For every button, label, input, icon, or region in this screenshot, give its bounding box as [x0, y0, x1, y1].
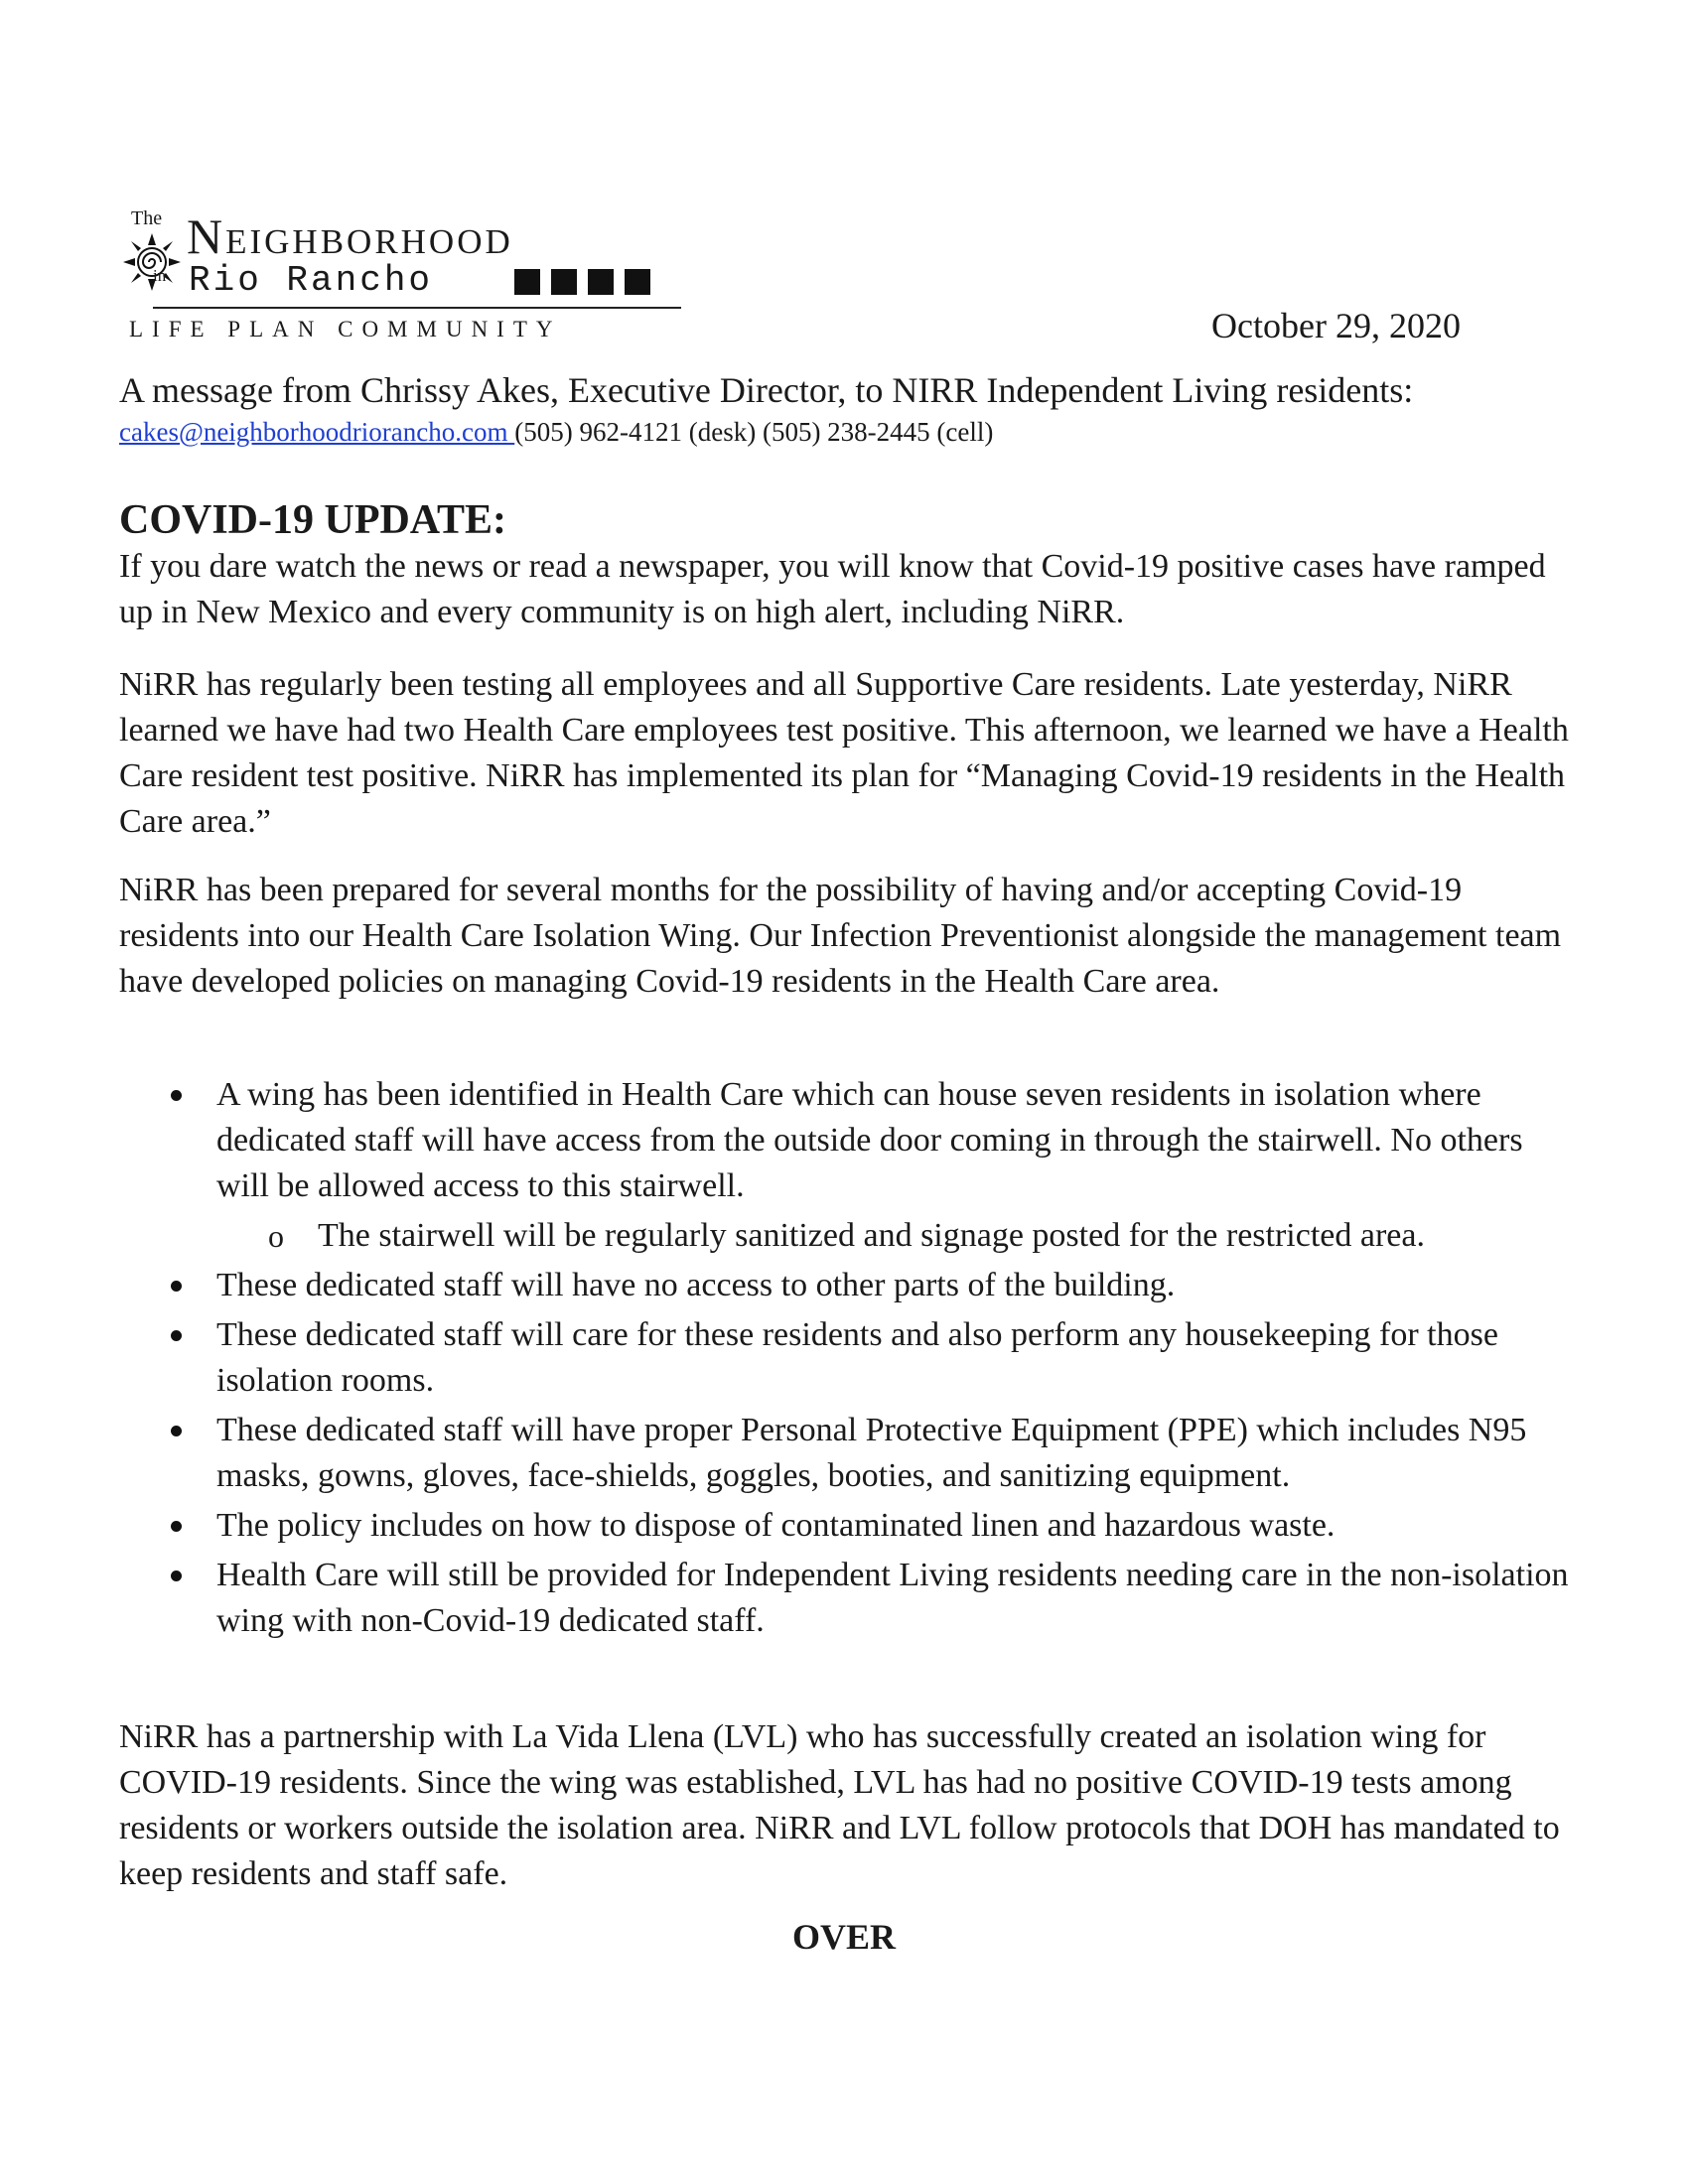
list-item-text: The policy includes on how to dispose of contaminated linen and hazardous waste.: [216, 1507, 1336, 1544]
logo-tagline: LIFE PLAN COMMUNITY: [129, 317, 562, 341]
list-item-text: Health Care will still be provided for Independent Living residents needing care in the non-isolation wing with non-Covid-19 dedicated staff.: [216, 1557, 1569, 1639]
sub-list-item-text: The stairwell will be regularly sanitized and signage posted for the restricted area.: [318, 1217, 1425, 1254]
phone-numbers: (505) 962-4121 (desk) (505) 238-2445 (cell): [514, 417, 994, 447]
logo-square: [514, 269, 540, 295]
list-item-text: A wing has been identified in Health Care which can house seven residents in isolation where dedicated staff will have access from the outside door coming in through the stairwell. No others will be allowed access to this stairwell.: [216, 1076, 1523, 1204]
list-item: [119, 1503, 1579, 1549]
paragraph: NiRR has regularly been testing all employees and all Supportive Care residents. Late yesterday, NiRR learned we have had two Health Care employees test positive. This afternoon, we learned we have a Health Care resident test positive. NiRR has implemented its plan for “Managing Covid-19 residents in the Health Care area.”: [119, 666, 1569, 840]
bullet-dot-icon: [171, 1570, 182, 1581]
paragraph: NiRR has a partnership with La Vida Llena (LVL) who has successfully created an isolation wing for COVID-19 residents. Since the wing was established, LVL has had no positive COVID-19 tests among residents or workers outside the isolation area. NiRR and LVL follow protocols that DOH has mandated to keep residents and staff safe.: [119, 1718, 1560, 1892]
bullet-dot-icon: [171, 1521, 182, 1532]
logo-square: [588, 269, 614, 295]
bullet-dot-icon: [171, 1330, 182, 1341]
logo-the-text: The: [131, 207, 163, 229]
logo-place-text: Rio Rancho: [189, 260, 434, 301]
letter-date: October 29, 2020: [1211, 306, 1461, 345]
logo-squares: [514, 269, 650, 295]
logo-square: [551, 269, 577, 295]
paragraph: If you dare watch the news or read a newspaper, you will know that Covid-19 positive cases have ramped up in New Mexico and every community is on high alert, including NiRR.: [119, 548, 1546, 630]
contact-line: [119, 417, 993, 448]
list-item-text: These dedicated staff will have proper Personal Protective Equipment (PPE) which includes N95 masks, gowns, gloves, face-shields, goggles, booties, and sanitizing equipment.: [216, 1412, 1527, 1494]
logo-name-text: Neighborhood: [187, 208, 513, 264]
list-item: [119, 1072, 1579, 1209]
sun-spiral-icon: [121, 231, 183, 293]
policy-bullet-list: [119, 1072, 1579, 1648]
list-item: [119, 1312, 1579, 1404]
list-item: [119, 1263, 1579, 1308]
community-logo: [119, 204, 690, 342]
logo-divider: [153, 307, 681, 309]
intro-line: A message from Chrissy Akes, Executive Director, to NIRR Independent Living residents:: [119, 370, 1414, 410]
sub-bullet-marker: o: [268, 1218, 284, 1254]
list-item-text: These dedicated staff will have no access to other parts of the building.: [216, 1267, 1176, 1303]
paragraph: NiRR has been prepared for several months for the possibility of having and/or accepting Covid-19 residents into our Health Care Isolation Wing. Our Infection Preventionist alongside the management team have developed policies on managing Covid-19 residents in the Health Care area.: [119, 872, 1562, 1000]
update-heading: COVID-19 UPDATE:: [119, 497, 507, 543]
bullet-dot-icon: [171, 1281, 182, 1292]
bullet-dot-icon: [171, 1090, 182, 1101]
page-footer-over: OVER: [791, 1917, 896, 1957]
sub-list-item: [119, 1213, 1579, 1259]
bullet-dot-icon: [171, 1426, 182, 1436]
list-item-text: These dedicated staff will care for these residents and also perform any housekeeping for those isolation rooms.: [216, 1316, 1498, 1399]
logo-in-text: in: [153, 266, 167, 285]
email-link[interactable]: cakes@neighborhoodriorancho.com: [119, 417, 515, 447]
list-item: [119, 1408, 1579, 1499]
logo-square: [625, 269, 650, 295]
list-item: [119, 1553, 1579, 1644]
